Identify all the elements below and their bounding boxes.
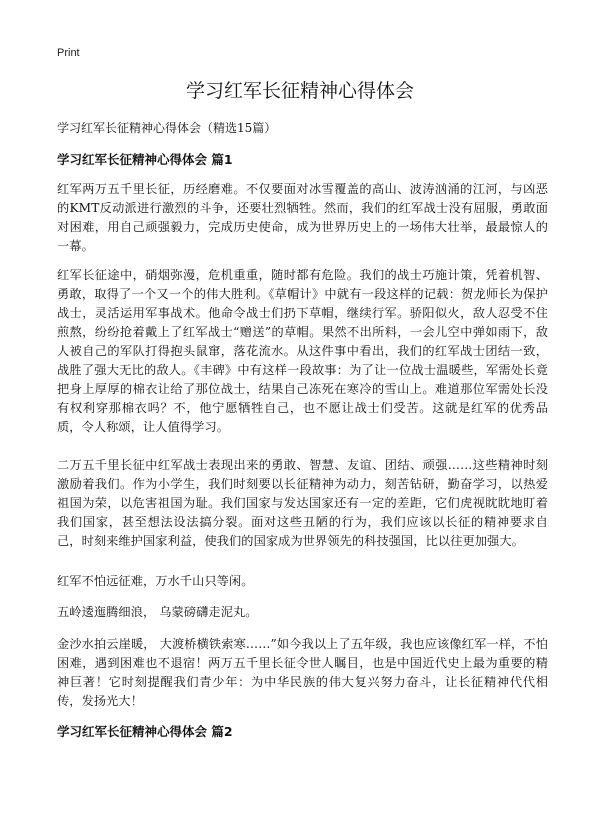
paragraph-4: 红军不怕远征难，万水千山只等闲。 xyxy=(57,574,254,588)
print-link[interactable]: Print xyxy=(57,47,80,59)
paragraph-1: 红军两万五千里长征，历经磨难。不仅要面对冰雪覆盖的高山、波涛汹涌的江河，与凶恶的KMT反动派进行激烈的斗争，还要壮烈牺牲。然而，我们的红军战士没有屈服，勇敢面对困难，用自己顽强毅力，完成历史使命，成为世界历史上的一场伟大壮举，最最惊人的一幕。 xyxy=(57,182,548,253)
paragraph-2: 红军长征途中，硝烟弥漫，危机重重，随时都有危险。我们的战士巧施计策，凭着机智、勇敢，取得了一个又一个的伟大胜利。《草帽计》中就有一段这样的记载：贺龙师长为保护战士，灵活运用军事战术。他命令战士们扔下草帽，继续行军。骄阳似火，敌人忍受不住煎熬，纷纷抢着戴上了红军战士“赠送”的草帽。果然不出所料，一会儿空中弹如雨下，敌人被自己的军队打得抱头鼠窜，落花流水。从这件事中看出，我们的红军战士团结一致，战胜了强大无比的敌人。《丰碑》中有这样一段故事：为了让一位战士温暖些，军需处长竟把身上厚厚的棉衣让给了那位战士，结果自己冻死在寒冷的雪山上。难道那位军需处长没有权利穿那棉衣吗？不，他宁愿牺牲自己，也不愿让战士们受苦。这就是红军的优秀品质，令人称颂，让人值得学习。 xyxy=(57,268,548,434)
paragraph-5: 五岭逶迤腾细浪， 乌蒙磅礴走泥丸。 xyxy=(57,605,258,619)
document-subtitle: 学习红军长征精神心得体会（精选15篇） xyxy=(57,121,277,135)
page-title: 学习红军长征精神心得体会 xyxy=(185,80,414,102)
paragraph-3: 二万五千里长征中红军战士表现出来的勇敢、智慧、友谊、团结、顽强……这些精神时刻激励着我们。作为小学生，我们时刻要以长征精神为动力，刻苦钻研，勤奋学习，以热爱祖国为荣，以危害祖国为耻。我们国家与发达国家还有一定的差距，它们虎视眈眈地盯着我们国家，甚至想法设法搞分裂。面对这些丑陋的行为，我们应该以长征的精神要求自己，时刻来维护国家利益，使我们的国家成为世界领先的科技强国，比以往更加强大。 xyxy=(57,458,548,548)
section-heading-2: 学习红军长征精神心得体会 篇2 xyxy=(57,724,233,739)
paragraph-6: 金沙水拍云崖暖， 大渡桥横铁索寒……”如今我以上了五年级，我也应该像红军一样，不怕困难，遇到困难也不退宿！两万五千里长征令世人瞩目，也是中国近代史上最为重要的精神巨著！它时刻提醒我们青少年：为中华民族的伟大复兴努力奋斗，让长征精神代代相传，发扬光大！ xyxy=(57,637,548,708)
section-heading-1: 学习红军长征精神心得体会 篇1 xyxy=(57,152,233,167)
